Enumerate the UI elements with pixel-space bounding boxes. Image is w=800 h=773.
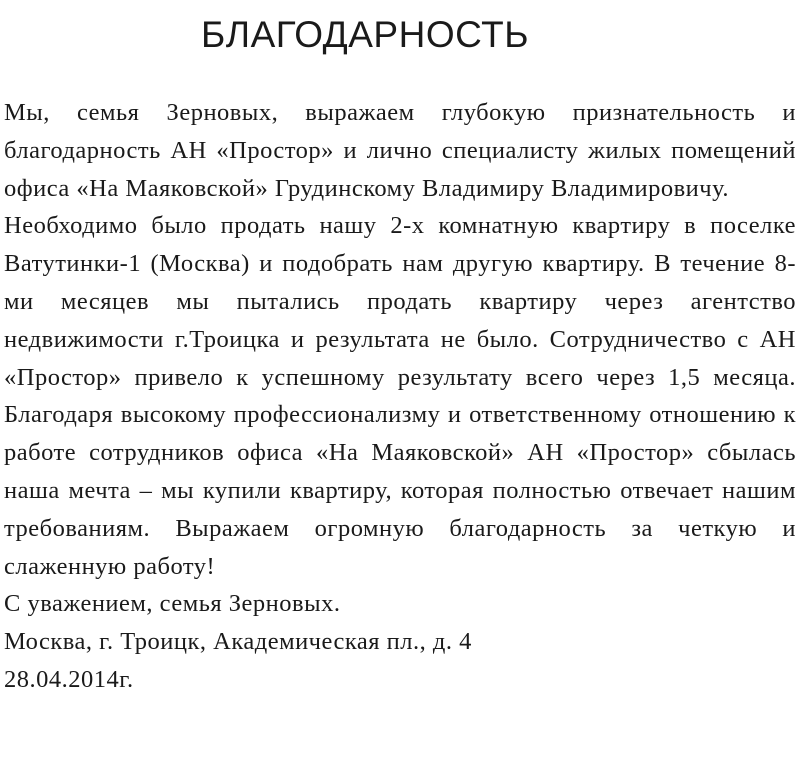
address-line: Москва, г. Троицк, Академическая пл., д. 4: [4, 628, 472, 656]
document-title: БЛАГОДАРНОСТЬ: [201, 14, 529, 55]
paragraph-gratitude: Мы, семья Зерновых, выражаем глубокую признательность и благодарность АН «Простор» и лично специалисту жилых помещений офиса «На Маяковской» Грудинскому Владимиру Владимировичу.: [4, 99, 796, 202]
date-line: 28.04.2014г.: [4, 665, 134, 693]
paragraph-story: Необходимо было продать нашу 2-х комнатную квартиру в поселке Ватутинки-1 (Москва) и подобрать нам другую квартиру. В течение 8-ми месяцев мы пытались продать квартиру через агентство недвижимости г.Троицка и результата не было. Сотрудничество с АН «Простор» привело к успешному результату всего через 1,5 месяца. Благодаря высокому профессионализму и ответственному отношению к работе сотрудников офиса «На Маяковской» АН «Простор» сбылась наша мечта – мы купили квартиру, которая полностью отвечает нашим требованиям. Выражаем огромную благодарность за четкую и слаженную работу!: [4, 212, 796, 580]
closing-line: С уважением, семья Зерновых.: [4, 590, 341, 618]
document-body: [4, 94, 796, 699]
